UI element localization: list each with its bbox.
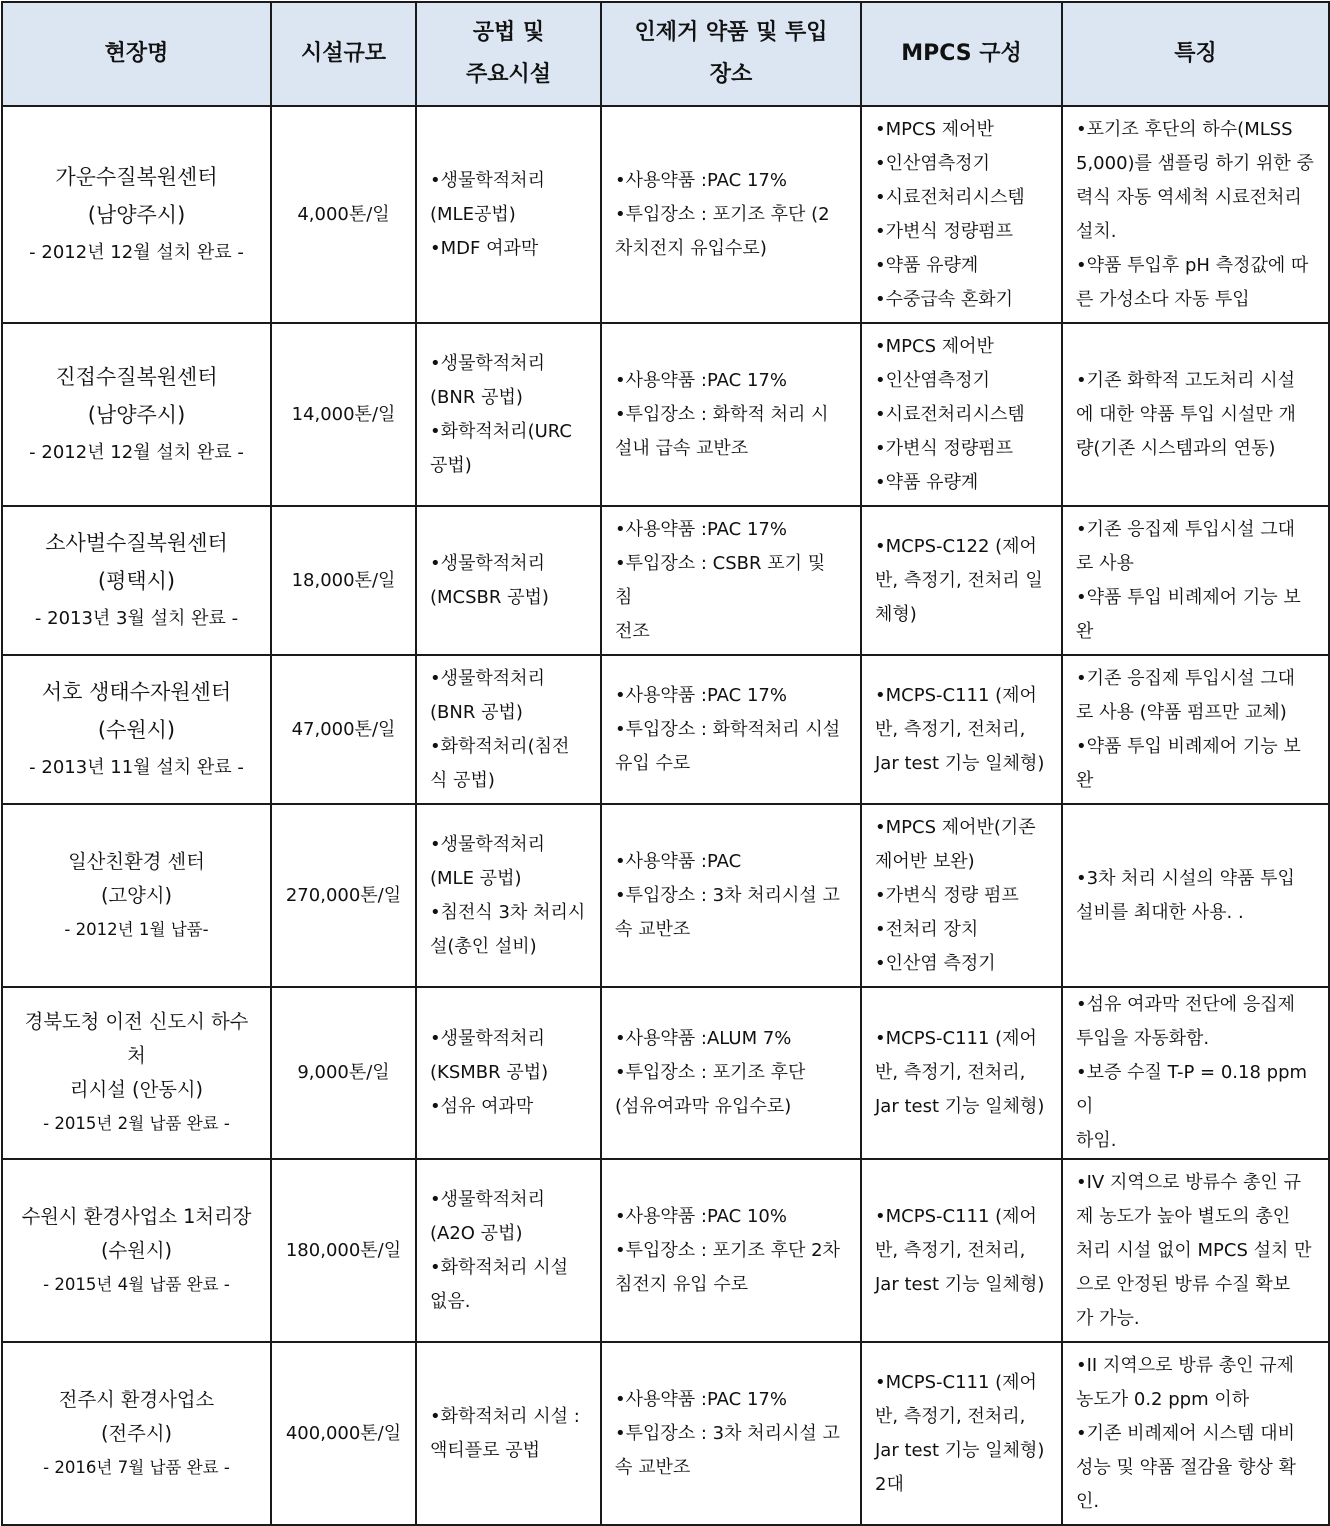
header-line: 인제거 약품 및 투입	[634, 20, 828, 45]
site-line: - 2015년 4월 납품 완료 -	[43, 1274, 230, 1294]
scale-value: 14,000톤/일	[291, 403, 396, 425]
feature-cell	[1062, 804, 1329, 987]
site-line: 소사벌수질복원센터	[45, 530, 228, 555]
table-row	[2, 655, 1329, 804]
chemical-line: • 사용약품 :PAC 10%	[615, 1200, 847, 1234]
feature-line: 으로 안정된 방류 수질 확보	[1076, 1273, 1291, 1295]
feature-line: 로 사용	[1076, 552, 1134, 574]
mpcs-line: • 인산염 측정기	[875, 947, 1048, 981]
method-line: 설(총인 설비)	[430, 935, 537, 957]
method-cell	[416, 987, 601, 1159]
feature-line: • 보증 수질 T-P = 0.18 ppm 이	[1076, 1056, 1315, 1124]
scale-cell	[271, 655, 416, 804]
header-scale: 시설규모	[271, 2, 416, 106]
header-site: 현장명	[2, 2, 271, 106]
feature-line: 에 대한 약품 투입 시설만 개	[1076, 403, 1296, 425]
site-line: (고양시)	[100, 883, 173, 907]
chemical-line: • 사용약품 :ALUM 7%	[615, 1022, 847, 1056]
method-line: 공법)	[430, 454, 472, 476]
feature-line: 5,000)를 샘플링 하기 위한 중	[1076, 152, 1314, 174]
table-row	[2, 506, 1329, 655]
method-line: • 생물학적처리	[430, 828, 587, 862]
site-line: 수원시 환경사업소 1처리장	[21, 1204, 252, 1228]
mpcs-cell	[861, 804, 1062, 987]
mpcs-line: • 전처리 장치	[875, 913, 1048, 947]
method-line: • 생물학적처리	[430, 547, 587, 581]
feature-line: • 기존 화학적 고도처리 시설	[1076, 364, 1315, 398]
feature-line: • 기존 응집제 투입시설 그대	[1076, 513, 1315, 547]
feature-cell	[1062, 106, 1329, 323]
chemical-line: • 투입장소 : 3차 처리시설 고	[615, 1417, 847, 1451]
feature-line: 른 가성소다 자동 투입	[1076, 288, 1250, 310]
method-cell	[416, 506, 601, 655]
mpcs-line: • 시료전처리시스템	[875, 181, 1048, 215]
chemical-cell	[601, 804, 861, 987]
table-row	[2, 106, 1329, 323]
site-cell	[2, 323, 271, 506]
method-line: • 생물학적처리	[430, 1022, 587, 1056]
method-line: (BNR 공법)	[430, 701, 523, 723]
site-line: (수원시)	[97, 717, 176, 742]
mpcs-line: • 가변식 정량펌프	[875, 432, 1048, 466]
site-cell	[2, 1159, 271, 1342]
chemical-cell	[601, 1159, 861, 1342]
mpcs-cell	[861, 1159, 1062, 1342]
chemical-line: • 투입장소 : 포기조 후단 (2	[615, 198, 847, 232]
site-cell	[2, 987, 271, 1159]
mpcs-line: • MPCS 제어반	[875, 113, 1048, 147]
site-line: 가운수질복원센터	[55, 164, 218, 189]
table-row	[2, 1342, 1329, 1525]
method-line: • 화학적처리(침전	[430, 730, 587, 764]
scale-value: 270,000톤/일	[285, 884, 402, 906]
method-line: (MLE 공법)	[430, 867, 522, 889]
mpcs-line: • 약품 유량계	[875, 466, 1048, 500]
mpcs-line: 반, 측정기, 전처리,	[875, 1062, 1026, 1083]
method-cell	[416, 106, 601, 323]
feature-line: 투입을 자동화함.	[1076, 1028, 1210, 1049]
method-line: • MDF 여과막	[430, 232, 587, 266]
mpcs-line: 반, 측정기, 전처리,	[875, 718, 1026, 740]
chemical-line: 유입 수로	[615, 752, 691, 774]
chemical-line: • 투입장소 : 3차 처리시설 고	[615, 879, 847, 913]
site-line: - 2012년 12월 설치 완료 -	[29, 241, 244, 263]
method-line: • 생물학적처리	[430, 347, 587, 381]
chemical-line: • 투입장소 : 화학적 처리 시	[615, 398, 847, 432]
mpcs-line: • 약품 유량계	[875, 249, 1048, 283]
method-line: • 섬유 여과막	[430, 1090, 587, 1124]
mpcs-line: • 가변식 정량펌프	[875, 215, 1048, 249]
feature-line: • 섬유 여과막 전단에 응집제	[1076, 988, 1315, 1022]
method-cell	[416, 655, 601, 804]
table-row	[2, 1159, 1329, 1342]
method-line: 식 공법)	[430, 769, 495, 791]
chemical-cell	[601, 1342, 861, 1525]
table-row	[2, 323, 1329, 506]
chemical-line: • 사용약품 :PAC 17%	[615, 513, 847, 547]
feature-line: 인.	[1076, 1490, 1100, 1512]
method-cell	[416, 323, 601, 506]
header-row	[2, 2, 1329, 106]
scale-value: 47,000톤/일	[291, 718, 396, 740]
chemical-line: 침전지 유입 수로	[615, 1273, 749, 1295]
method-line: • 생물학적처리	[430, 1183, 587, 1217]
site-line: - 2012년 12월 설치 완료 -	[29, 441, 244, 463]
site-line: 서호 생태수자원센터	[41, 679, 232, 704]
feature-line: 설치.	[1076, 220, 1117, 242]
site-line: - 2013년 3월 설치 완료 -	[34, 607, 239, 629]
feature-cell	[1062, 987, 1329, 1159]
method-cell	[416, 1159, 601, 1342]
site-line: (남양주시)	[87, 202, 186, 227]
mpcs-line: 반, 측정기, 전처리 일	[875, 569, 1043, 591]
scale-value: 400,000톤/일	[285, 1422, 402, 1444]
mpcs-line: • MPCS 제어반	[875, 330, 1048, 364]
feature-line: 완	[1076, 620, 1094, 642]
site-cell	[2, 1342, 271, 1525]
mpcs-line: • 인산염측정기	[875, 364, 1048, 398]
mpcs-line: • MCPS-C111 (제어	[875, 1022, 1048, 1056]
chemical-line: • 사용약품 :PAC 17%	[615, 164, 847, 198]
scale-cell	[271, 106, 416, 323]
mpcs-cell	[861, 987, 1062, 1159]
site-line: (수원시)	[100, 1238, 173, 1262]
mpcs-line: • MCPS-C111 (제어	[875, 1366, 1048, 1400]
chemical-line: 설내 급속 교반조	[615, 437, 749, 459]
feature-line: 성능 및 약품 절감율 향상 확	[1076, 1456, 1296, 1478]
header-feature: 특징	[1062, 2, 1329, 106]
scale-value: 18,000톤/일	[291, 569, 396, 591]
feature-line: 가 가능.	[1076, 1307, 1140, 1329]
site-line: (남양주시)	[87, 402, 186, 427]
feature-line: • 기존 응집제 투입시설 그대	[1076, 662, 1315, 696]
chemical-line: 속 교반조	[615, 1456, 691, 1478]
mpcs-line: 반, 측정기, 전처리,	[875, 1239, 1026, 1261]
header-line: 공법 및	[472, 20, 545, 45]
site-line: - 2016년 7월 납품 완료 -	[43, 1457, 230, 1477]
scale-cell	[271, 1159, 416, 1342]
mpcs-line: Jar test 기능 일체형)	[875, 1439, 1045, 1461]
feature-line: 농도가 0.2 ppm 이하	[1076, 1388, 1250, 1410]
chemical-cell	[601, 987, 861, 1159]
mpcs-line: • 시료전처리시스템	[875, 398, 1048, 432]
feature-line: 력식 자동 역세척 시료전처리	[1076, 186, 1302, 208]
method-line: • 화학적처리(URC	[430, 415, 587, 449]
feature-line: • 3차 처리 시설의 약품 투입	[1076, 862, 1315, 896]
scale-value: 9,000톤/일	[297, 1062, 390, 1083]
header-mpcs: MPCS 구성	[861, 2, 1062, 106]
chemical-line: • 투입장소 : 포기조 후단	[615, 1056, 847, 1090]
mpcs-cell	[861, 106, 1062, 323]
mpcs-cell	[861, 1342, 1062, 1525]
mpcs-line: 제어반 보완)	[875, 850, 975, 872]
installation-table	[1, 1, 1330, 1526]
scale-cell	[271, 506, 416, 655]
chemical-line: • 투입장소 : 화학적처리 시설	[615, 713, 847, 747]
feature-line: 완	[1076, 769, 1094, 791]
feature-line: 설비를 최대한 사용. .	[1076, 901, 1244, 923]
chemical-line: 속 교반조	[615, 918, 691, 940]
scale-value: 4,000톤/일	[297, 203, 390, 225]
site-line: - 2015년 2월 납품 완료 -	[43, 1114, 230, 1133]
site-cell	[2, 106, 271, 323]
header-method	[416, 2, 601, 106]
mpcs-line: • MCPS-C122 (제어	[875, 530, 1048, 564]
table-row	[2, 987, 1329, 1159]
mpcs-line: • MCPS-C111 (제어	[875, 679, 1048, 713]
site-line: (평택시)	[97, 568, 176, 593]
site-cell	[2, 655, 271, 804]
chemical-line: • 사용약품 :PAC 17%	[615, 364, 847, 398]
chemical-line: (섬유여과막 유입수로)	[615, 1096, 792, 1117]
mpcs-line: Jar test 기능 일체형)	[875, 1096, 1045, 1117]
mpcs-cell	[861, 655, 1062, 804]
site-line: (전주시)	[100, 1421, 173, 1445]
chemical-line: 전조	[615, 620, 650, 642]
method-line: 없음.	[430, 1290, 471, 1312]
chemical-line: • 투입장소 : 포기조 후단 2차	[615, 1234, 847, 1268]
method-line: • 화학적처리 시설	[430, 1251, 587, 1285]
feature-line: • II 지역으로 방류 총인 규제	[1076, 1349, 1315, 1383]
header-line: 주요시설	[465, 62, 551, 87]
feature-cell	[1062, 1159, 1329, 1342]
feature-line: • IV 지역으로 방류수 총인 규	[1076, 1166, 1315, 1200]
feature-line: 량(기존 시스템과의 연동)	[1076, 437, 1276, 459]
site-cell	[2, 804, 271, 987]
feature-line: • 기존 비례제어 시스템 대비	[1076, 1417, 1315, 1451]
site-cell	[2, 506, 271, 655]
scale-cell	[271, 804, 416, 987]
method-line: (BNR 공법)	[430, 386, 523, 408]
header-chemical	[601, 2, 861, 106]
mpcs-line: • 가변식 정량 펌프	[875, 879, 1048, 913]
chemical-line: 차치전지 유입수로)	[615, 237, 767, 259]
method-line: (MLE공법)	[430, 203, 516, 225]
feature-line: • 약품 투입 비례제어 기능 보	[1076, 730, 1315, 764]
mpcs-cell	[861, 506, 1062, 655]
scale-cell	[271, 987, 416, 1159]
method-line: (A2O 공법)	[430, 1222, 523, 1244]
chemical-cell	[601, 106, 861, 323]
method-cell	[416, 1342, 601, 1525]
chemical-cell	[601, 655, 861, 804]
mpcs-line: 반, 측정기, 전처리,	[875, 1405, 1026, 1427]
table-row	[2, 804, 1329, 987]
mpcs-line: • MCPS-C111 (제어	[875, 1200, 1048, 1234]
feature-line: 로 사용 (약품 펌프만 교체)	[1076, 701, 1287, 723]
site-line: 경북도청 이전 신도시 하수처	[24, 1010, 249, 1067]
chemical-line: • 사용약품 :PAC 17%	[615, 679, 847, 713]
site-line: - 2012년 1월 납품-	[64, 919, 209, 939]
feature-cell	[1062, 506, 1329, 655]
method-line: 액티플로 공법	[430, 1439, 541, 1461]
chemical-line: • 투입장소 : CSBR 포기 및 침	[615, 547, 847, 615]
chemical-cell	[601, 323, 861, 506]
site-line: 전주시 환경사업소	[58, 1387, 215, 1411]
method-line: (MCSBR 공법)	[430, 586, 549, 608]
feature-cell	[1062, 655, 1329, 804]
feature-line: 처리 시설 없이 MPCS 설치 만	[1076, 1239, 1312, 1261]
feature-cell	[1062, 1342, 1329, 1525]
site-line: 일산친환경 센터	[68, 849, 205, 873]
mpcs-line: 체형)	[875, 603, 917, 625]
feature-line: • 약품 투입 비례제어 기능 보	[1076, 581, 1315, 615]
mpcs-line: • MPCS 제어반(기존	[875, 811, 1048, 845]
mpcs-line: 2대	[875, 1473, 904, 1495]
scale-cell	[271, 323, 416, 506]
scale-cell	[271, 1342, 416, 1525]
method-line: • 생물학적처리	[430, 164, 587, 198]
feature-line: • 포기조 후단의 하수(MLSS	[1076, 113, 1315, 147]
site-line: 진접수질복원센터	[55, 364, 218, 389]
site-line: 리시설 (안동시)	[69, 1078, 204, 1101]
scale-value: 180,000톤/일	[285, 1239, 402, 1261]
header-line: 장소	[709, 62, 753, 87]
mpcs-line: • 인산염측정기	[875, 147, 1048, 181]
feature-cell	[1062, 323, 1329, 506]
mpcs-line: Jar test 기능 일체형)	[875, 1273, 1045, 1295]
method-cell	[416, 804, 601, 987]
site-line: - 2013년 11월 설치 완료 -	[29, 756, 244, 778]
feature-line: • 약품 투입후 pH 측정값에 따	[1076, 249, 1315, 283]
chemical-line: • 사용약품 :PAC 17%	[615, 1383, 847, 1417]
feature-line: 하임.	[1076, 1130, 1117, 1151]
mpcs-line: Jar test 기능 일체형)	[875, 752, 1045, 774]
mpcs-line: • 수중급속 혼화기	[875, 283, 1048, 317]
method-line: (KSMBR 공법)	[430, 1062, 549, 1083]
method-line: • 화학적처리 시설 :	[430, 1400, 587, 1434]
chemical-cell	[601, 506, 861, 655]
chemical-line: • 사용약품 :PAC	[615, 845, 847, 879]
feature-line: 제 농도가 높아 별도의 총인	[1076, 1205, 1291, 1227]
method-line: • 침전식 3차 처리시	[430, 896, 587, 930]
mpcs-cell	[861, 323, 1062, 506]
method-line: • 생물학적처리	[430, 662, 587, 696]
